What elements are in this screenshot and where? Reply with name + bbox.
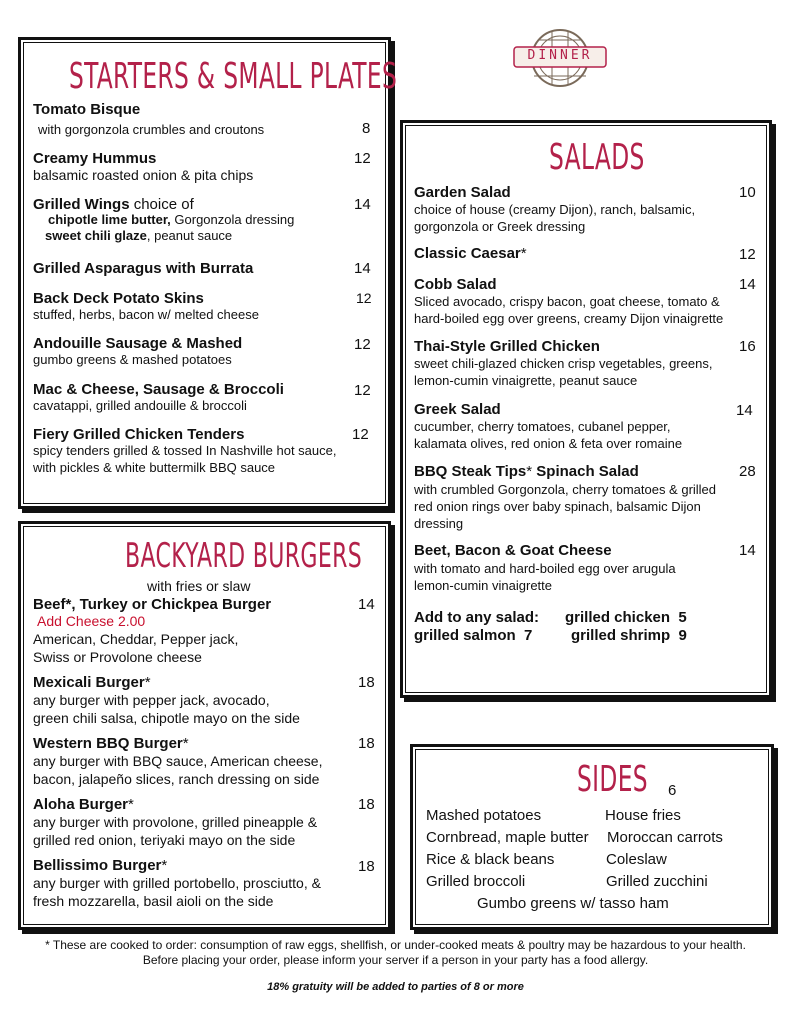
item-desc: gumbo greens & mashed potatoes	[33, 352, 232, 367]
item-name: Andouille Sausage & Mashed	[33, 335, 243, 352]
item-price: 18	[358, 735, 375, 752]
item-desc: red onion rings over baby spinach, balsamic Dijon	[414, 499, 701, 514]
side-item: Cornbread, maple butter	[426, 829, 589, 846]
item-desc: with crumbled Gorgonzola, cherry tomatoes & grilled	[414, 482, 717, 497]
side-item: Grilled broccoli	[426, 873, 526, 890]
item-desc: any burger with provolone, grilled pineapple &	[33, 814, 318, 830]
item-desc: American, Cheddar, Pepper jack,	[33, 631, 239, 647]
item-desc: kalamata olives, red onion & feta over romaine	[414, 436, 683, 451]
side-item: Coleslaw	[606, 851, 667, 868]
dinner-badge	[508, 28, 612, 88]
item-desc: Sliced avocado, crispy bacon, goat cheese, tomato &	[414, 294, 720, 309]
item-heading: Mexicali Burger*	[33, 674, 151, 691]
item-heading: Aloha Burger*	[33, 796, 134, 813]
side-item: Grilled zucchini	[606, 873, 708, 890]
dinner-label: DINNER	[527, 48, 593, 63]
item-heading: BBQ Steak Tips* Spinach Salad	[414, 463, 639, 480]
item-name: Beef*, Turkey or Chickpea Burger	[33, 596, 272, 613]
item-heading: Western BBQ Burger*	[33, 735, 189, 752]
item-suffix: choice of	[129, 196, 194, 213]
item-desc: any burger with BBQ sauce, American cheese,	[33, 753, 323, 769]
item-name: BBQ Steak Tips	[414, 463, 527, 480]
item-desc: green chili salsa, chipotle mayo on the side	[33, 710, 300, 726]
item-option: chipotle lime butter, Gorgonzola dressing	[48, 212, 295, 227]
item-option: sweet chili glaze, peanut sauce	[45, 228, 233, 243]
item-desc: dressing	[414, 516, 464, 531]
item-desc: with pickles & white buttermilk BBQ sauce	[33, 460, 276, 475]
item-desc: lemon-cumin vinaigrette	[414, 578, 553, 593]
item-name: Tomato Bisque	[33, 101, 141, 118]
burgers-subtitle: with fries or slaw	[147, 578, 251, 594]
item-price: 14	[354, 196, 371, 213]
item-price: 10	[739, 184, 756, 201]
item-price: 28	[739, 463, 756, 480]
item-name: Bellissimo Burger	[33, 857, 162, 874]
item-desc: any burger with grilled portobello, prosciutto, &	[33, 875, 321, 891]
item-price: 12	[352, 426, 369, 443]
disclaimer-line: * These are cooked to order: consumption of raw eggs, shellfish, or under-cooked meats & poultry may be hazardous to your health.	[45, 938, 746, 952]
item-heading	[33, 196, 194, 213]
side-item: Moroccan carrots	[607, 829, 723, 846]
item-name: Fiery Grilled Chicken Tenders	[33, 426, 245, 443]
item-name: Thai-Style Grilled Chicken	[414, 338, 600, 355]
item-desc: cucumber, cherry tomatoes, cubanel pepper,	[414, 419, 671, 434]
item-name: Grilled Asparagus with Burrata	[33, 260, 254, 277]
item-name: Aloha Burger	[33, 796, 129, 813]
item-name: Western BBQ Burger	[33, 735, 183, 752]
sides-title: SIDES	[577, 759, 648, 800]
item-desc: any burger with pepper jack, avocado,	[33, 692, 270, 708]
item-heading: Bellissimo Burger*	[33, 857, 168, 874]
item-name: Creamy Hummus	[33, 150, 157, 167]
item-heading: Classic Caesar*	[414, 245, 527, 262]
burgers-title: BACKYARD BURGERS	[125, 536, 363, 576]
item-name: Mac & Cheese, Sausage & Broccoli	[33, 381, 284, 398]
item-desc: with gorgonzola crumbles and croutons	[38, 122, 265, 137]
item-desc: sweet chili-glazed chicken crisp vegetables, greens,	[414, 356, 713, 371]
add-cheese-note: Add Cheese 2.00	[37, 613, 146, 629]
item-name: Beet, Bacon & Goat Cheese	[414, 542, 612, 559]
item-name: Grilled Wings	[33, 196, 130, 213]
item-price: 12	[354, 336, 371, 353]
item-price: 14	[739, 542, 756, 559]
starters-title: STARTERS & SMALL PLATES	[69, 56, 398, 97]
disclaimer-line: Before placing your order, please inform your server if a person in your party has a food allergy.	[142, 953, 649, 967]
addons-label: Add to any salad:	[414, 609, 540, 626]
item-name: Greek Salad	[414, 401, 501, 418]
item-name: Cobb Salad	[414, 276, 497, 293]
item-price: 14	[739, 276, 756, 293]
item-price: 16	[739, 338, 756, 355]
side-item: Gumbo greens w/ tasso ham	[477, 895, 669, 912]
item-desc: choice of house (creamy Dijon), ranch, balsamic,	[414, 202, 696, 217]
item-desc: grilled red onion, teriyaki mayo on the side	[33, 832, 296, 848]
item-price: 12	[354, 150, 371, 167]
item-desc: hard-boiled egg over greens, creamy Dijon vinaigrette	[414, 311, 724, 326]
item-price: 14	[358, 596, 375, 613]
item-desc: fresh mozzarella, basil aioli on the side	[33, 893, 274, 909]
item-price: 8	[362, 120, 371, 137]
item-price: 14	[736, 402, 753, 419]
item-name: Garden Salad	[414, 184, 511, 201]
sides-price: 6	[668, 782, 677, 799]
item-price: 12	[739, 246, 756, 263]
salads-title: SALADS	[549, 137, 645, 178]
item-name: Classic Caesar	[414, 245, 521, 262]
item-price: 12	[354, 382, 371, 399]
side-item: House fries	[605, 807, 681, 824]
item-price: 18	[358, 674, 375, 691]
item-name: Back Deck Potato Skins	[33, 290, 204, 307]
burgers-section	[18, 521, 391, 930]
allergy-disclaimer	[0, 938, 791, 968]
item-desc: with tomato and hard-boiled egg over arugula	[414, 561, 676, 576]
item-price: 12	[356, 290, 372, 306]
starters-section	[18, 37, 398, 509]
side-item: Mashed potatoes	[426, 807, 542, 824]
addon-chicken: grilled chicken 5	[565, 609, 687, 626]
item-price: 14	[354, 260, 371, 277]
item-name: Mexicali Burger	[33, 674, 145, 691]
item-price: 18	[358, 858, 375, 875]
addon-shrimp: grilled shrimp 9	[571, 627, 687, 644]
item-desc: cavatappi, grilled andouille & broccoli	[33, 398, 247, 413]
addon-salmon: grilled salmon 7	[414, 627, 533, 644]
item-desc: bacon, jalapeño slices, ranch dressing on side	[33, 771, 320, 787]
item-desc: gorgonzola or Greek dressing	[414, 219, 586, 234]
side-item: Rice & black beans	[426, 851, 555, 868]
item-desc: lemon-cumin vinaigrette, peanut sauce	[414, 373, 638, 388]
salads-section	[400, 120, 772, 698]
item-desc: balsamic roasted onion & pita chips	[33, 167, 254, 183]
gratuity-note: 18% gratuity will be added to parties of 8 or more	[267, 981, 524, 993]
item-desc: spicy tenders grilled & tossed In Nashville hot sauce,	[33, 443, 337, 458]
item-desc: stuffed, herbs, bacon w/ melted cheese	[33, 307, 259, 322]
item-desc: Swiss or Provolone cheese	[33, 649, 202, 665]
item-price: 18	[358, 796, 375, 813]
sides-section	[410, 744, 774, 930]
